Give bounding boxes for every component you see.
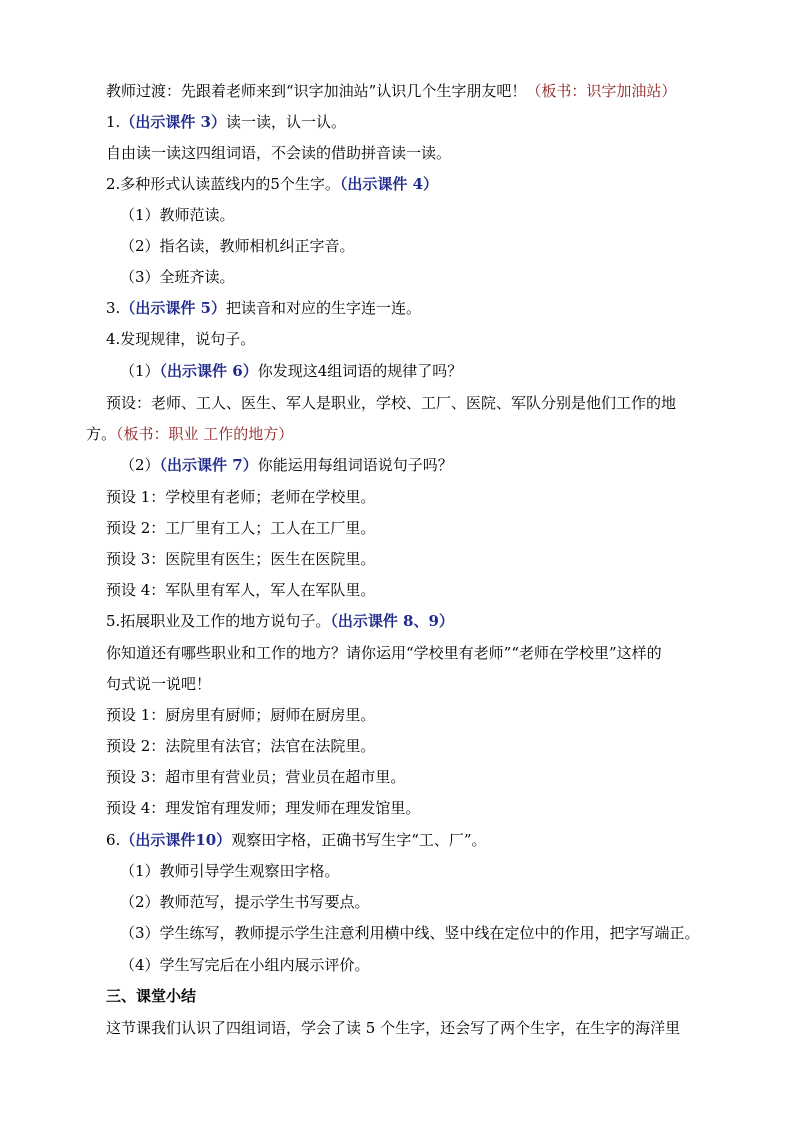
paragraph-transition	[106, 80, 726, 102]
step-6	[106, 829, 726, 851]
sub-item-text: （4）学生写完后在小组内展示评价。	[120, 956, 370, 974]
sub-item	[120, 266, 740, 288]
sub-item-number: （2）	[120, 456, 160, 474]
preset-line	[106, 735, 726, 757]
preset-text: 预设 2：工厂里有工人；工人在工厂里。	[106, 519, 376, 537]
sub-item-text: （2）指名读，教师相机纠正字音。	[120, 237, 355, 255]
sub-item	[120, 922, 740, 944]
step-text: 5.拓展职业及工作的地方说句子。	[106, 612, 331, 630]
preset-text: 预设 3：超市里有营业员；营业员在超市里。	[106, 768, 406, 786]
preset-line	[106, 797, 726, 819]
preset-line	[106, 579, 726, 601]
sub-item	[120, 204, 740, 226]
section-heading	[106, 985, 726, 1007]
sub-item-text: （1）教师范读。	[120, 206, 235, 224]
courseware-ref: （出示课件 4）	[339, 175, 439, 193]
paragraph-continued	[86, 423, 706, 445]
step-text: 把读音和对应的生字连一连。	[225, 299, 421, 317]
step-5	[106, 610, 726, 632]
step-text: 读一读，认一认。	[225, 113, 346, 131]
preset-text: 预设 1：厨房里有厨师；厨师在厨房里。	[106, 706, 376, 724]
sub-item	[120, 454, 740, 476]
paragraph-text: 你知道还有哪些职业和工作的地方？请你运用“学校里有老师”“老师在学校里”这样的	[106, 644, 662, 662]
paragraph-text: 句式说一说吧！	[106, 675, 212, 693]
blackboard-note: （板书：识字加油站）	[526, 82, 677, 100]
paragraph-text: 预设：老师、工人、医生、军人是职业，学校、工厂、医院、军队分别是他们工作的地	[106, 394, 677, 412]
step-2	[106, 173, 726, 195]
sub-item	[120, 235, 740, 257]
preset-text: 预设 2：法院里有法官；法官在法院里。	[106, 737, 376, 755]
step-number: 3.	[106, 299, 121, 317]
paragraph	[106, 392, 726, 414]
preset-line	[106, 766, 726, 788]
preset-line	[106, 548, 726, 570]
sub-item-text: （2）教师范写，提示学生书写要点。	[120, 893, 370, 911]
paragraph	[106, 642, 726, 664]
sub-item-text: （3）全班齐读。	[120, 268, 235, 286]
courseware-ref: （出示课件 7）	[159, 456, 258, 474]
step-4	[106, 328, 726, 350]
paragraph-text: 方。	[86, 425, 117, 443]
preset-line	[106, 704, 726, 726]
sub-item-text: （3）学生练写，教师提示学生注意利用横中线、竖中线在定位中的作用，把字写端正。	[120, 924, 700, 942]
sub-item	[120, 360, 740, 382]
step-text: 观察田字格，正确书写生字“工、厂”。	[231, 831, 487, 849]
step-text: 4.发现规律，说句子。	[106, 330, 256, 348]
sub-item-text: （1）教师引导学生观察田字格。	[120, 862, 340, 880]
paragraph-text: 这节课我们认识了四组词语，学会了读 5 个生字，还会写了两个生字，在生字的海洋里	[106, 1019, 681, 1037]
preset-text: 预设 3：医院里有医生；医生在医院里。	[106, 550, 376, 568]
step-number: 6.	[106, 831, 121, 849]
courseware-ref: （出示课件 6）	[159, 362, 258, 380]
paragraph-text: 自由读一读这四组词语，不会读的借助拼音读一读。	[106, 144, 452, 162]
preset-text: 预设 4：军队里有军人，军人在军队里。	[106, 581, 376, 599]
section-heading-text: 三、课堂小结	[106, 987, 197, 1005]
preset-text: 预设 4：理发馆有理发师；理发师在理发馆里。	[106, 799, 421, 817]
transition-text: 教师过渡：先跟着老师来到“识字加油站”认识几个生字朋友吧！	[106, 82, 527, 100]
sub-item-text: 你能运用每组词语说句子吗？	[257, 456, 453, 474]
blackboard-note: （板书：职业 工作的地方）	[116, 425, 294, 443]
step-text: 2.多种形式认读蓝线内的5个生字。	[106, 175, 340, 193]
sub-item-number: （1）	[120, 362, 160, 380]
courseware-ref: （出示课件 3）	[120, 113, 226, 131]
preset-line	[106, 486, 726, 508]
step-3	[106, 297, 726, 319]
step-1	[106, 111, 726, 133]
sub-item	[120, 954, 740, 976]
preset-text: 预设 1：学校里有老师；老师在学校里。	[106, 488, 376, 506]
courseware-ref: （出示课件 5）	[120, 299, 226, 317]
sub-item	[120, 860, 740, 882]
paragraph-continued	[106, 673, 726, 695]
step-number: 1.	[106, 113, 121, 131]
courseware-ref: （出示课件 8、9）	[330, 612, 454, 630]
paragraph	[106, 1017, 726, 1039]
sub-item-text: 你发现这4组词语的规律了吗？	[257, 362, 463, 380]
paragraph	[106, 142, 726, 164]
sub-item	[120, 891, 740, 913]
courseware-ref: （出示课件10）	[120, 831, 232, 849]
preset-line	[106, 517, 726, 539]
